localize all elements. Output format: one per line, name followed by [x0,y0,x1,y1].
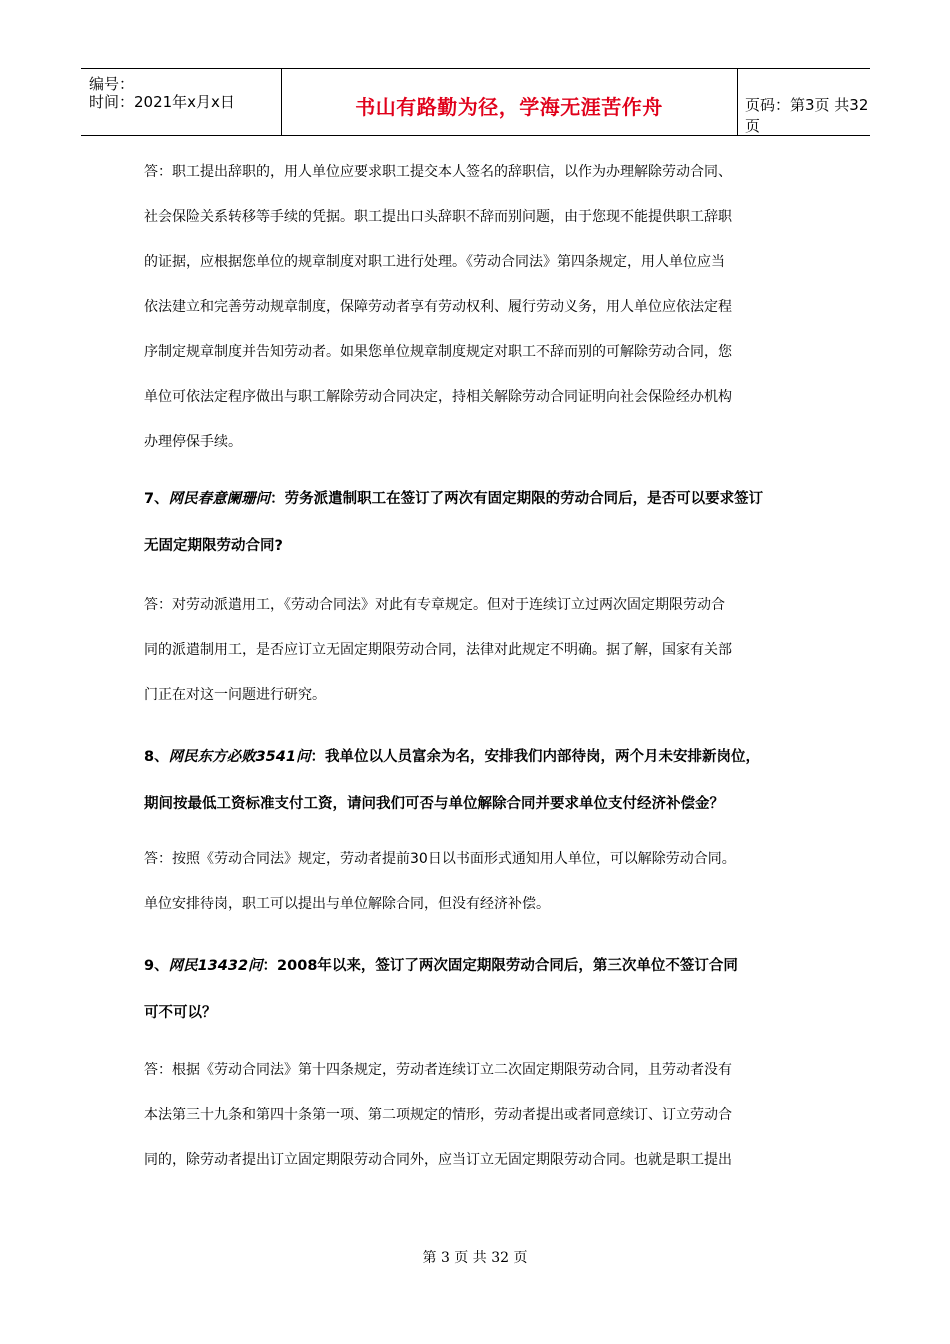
header-left-cell [81,69,282,135]
answer-9 [144,1048,814,1183]
header-code-label: 编号： [89,75,135,93]
answer-line: 同的，除劳动者提出订立固定期限劳动合同外，应当订立无固定期限劳动合同。也就是职工提出 [144,1152,732,1168]
question-9 [144,943,814,1037]
answer-line: 的证据，应根据您单位的规章制度对职工进行处理。《劳动合同法》第四条规定，用人单位应当 [144,254,725,270]
header-time-label: 时间：2021年x月x日 [89,93,235,111]
question-line [144,943,814,990]
question-line: 可不可以？ [144,1005,217,1021]
answer-line: 本法第三十九条和第四十条第一项、第二项规定的情形，劳动者提出或者同意续订、订立劳动合 [144,1107,732,1123]
page-footer: 第 3 页 共 32 页 [422,1250,528,1266]
header-motto-cell [281,69,738,135]
question-line [144,476,814,523]
question-7 [144,476,814,570]
question-number: 7、 [144,491,169,507]
answer-line: 答：职工提出辞职的，用人单位应要求职工提交本人签名的辞职信，以作为办理解除劳动合同、 [144,164,732,180]
answer-8 [144,837,814,927]
question-line: 期间按最低工资标准支付工资，请问我们可否与单位解除合同并要求单位支付经济补偿金？ [144,796,724,812]
answer-line: 序制定规章制度并告知劳动者。如果您单位规章制度规定对职工不辞而别的可解除劳动合同，您 [144,344,732,360]
answer-line: 答：对劳动派遣用工，《劳动合同法》对此有专章规定。但对于连续订立过两次固定期限劳动合 [144,597,725,613]
header-motto: 书山有路勤为径，学海无涯苦作舟 [355,95,663,119]
answer-line: 同的派遣制用工，是否应订立无固定期限劳动合同，法律对此规定不明确。据了解，国家有关部 [144,642,732,658]
question-asker: 网民春意阑珊问 [168,491,271,507]
header-page-cell [737,69,870,135]
question-asker: 网民东方必败3541问 [168,749,311,765]
question-asker: 网民13432问 [168,958,263,974]
answer-line: 单位可依法定程序做出与职工解除劳动合同决定，持相关解除劳动合同证明向社会保险经办机构 [144,389,732,405]
question-text: ：我单位以人员富余为名，安排我们内部待岗，两个月未安排新岗位， [310,749,760,765]
document-header [81,68,870,136]
question-number: 8、 [144,749,169,765]
answer-line: 答：根据《劳动合同法》第十四条规定，劳动者连续订立二次固定期限劳动合同，且劳动者没有 [144,1062,732,1078]
question-line: 无固定期限劳动合同? [144,538,283,554]
answer-line: 社会保险关系转移等手续的凭据。职工提出口头辞职不辞而别问题，由于您现不能提供职工辞职 [144,209,732,225]
answer-line: 门正在对这一问题进行研究。 [144,687,326,703]
question-line [144,734,814,781]
answer-7 [144,583,814,718]
question-text: ：2008年以来，签订了两次固定期限劳动合同后，第三次单位不签订合同 [262,958,738,974]
question-text: ：劳务派遣制职工在签订了两次有固定期限的劳动合同后，是否可以要求签订 [270,491,764,507]
question-number: 9、 [144,958,169,974]
answer-line: 单位安排待岗，职工可以提出与单位解除合同，但没有经济补偿。 [144,896,550,912]
answer-6 [144,150,814,465]
answer-line: 答：按照《劳动合同法》规定，劳动者提前30日以书面形式通知用人单位，可以解除劳动合同。 [144,851,736,867]
question-8 [144,734,814,828]
header-page-label: 页码：第3页 共32页 [745,96,869,135]
answer-line: 办理停保手续。 [144,434,242,450]
answer-line: 依法建立和完善劳动规章制度，保障劳动者享有劳动权利、履行劳动义务，用人单位应依法定程 [144,299,732,315]
